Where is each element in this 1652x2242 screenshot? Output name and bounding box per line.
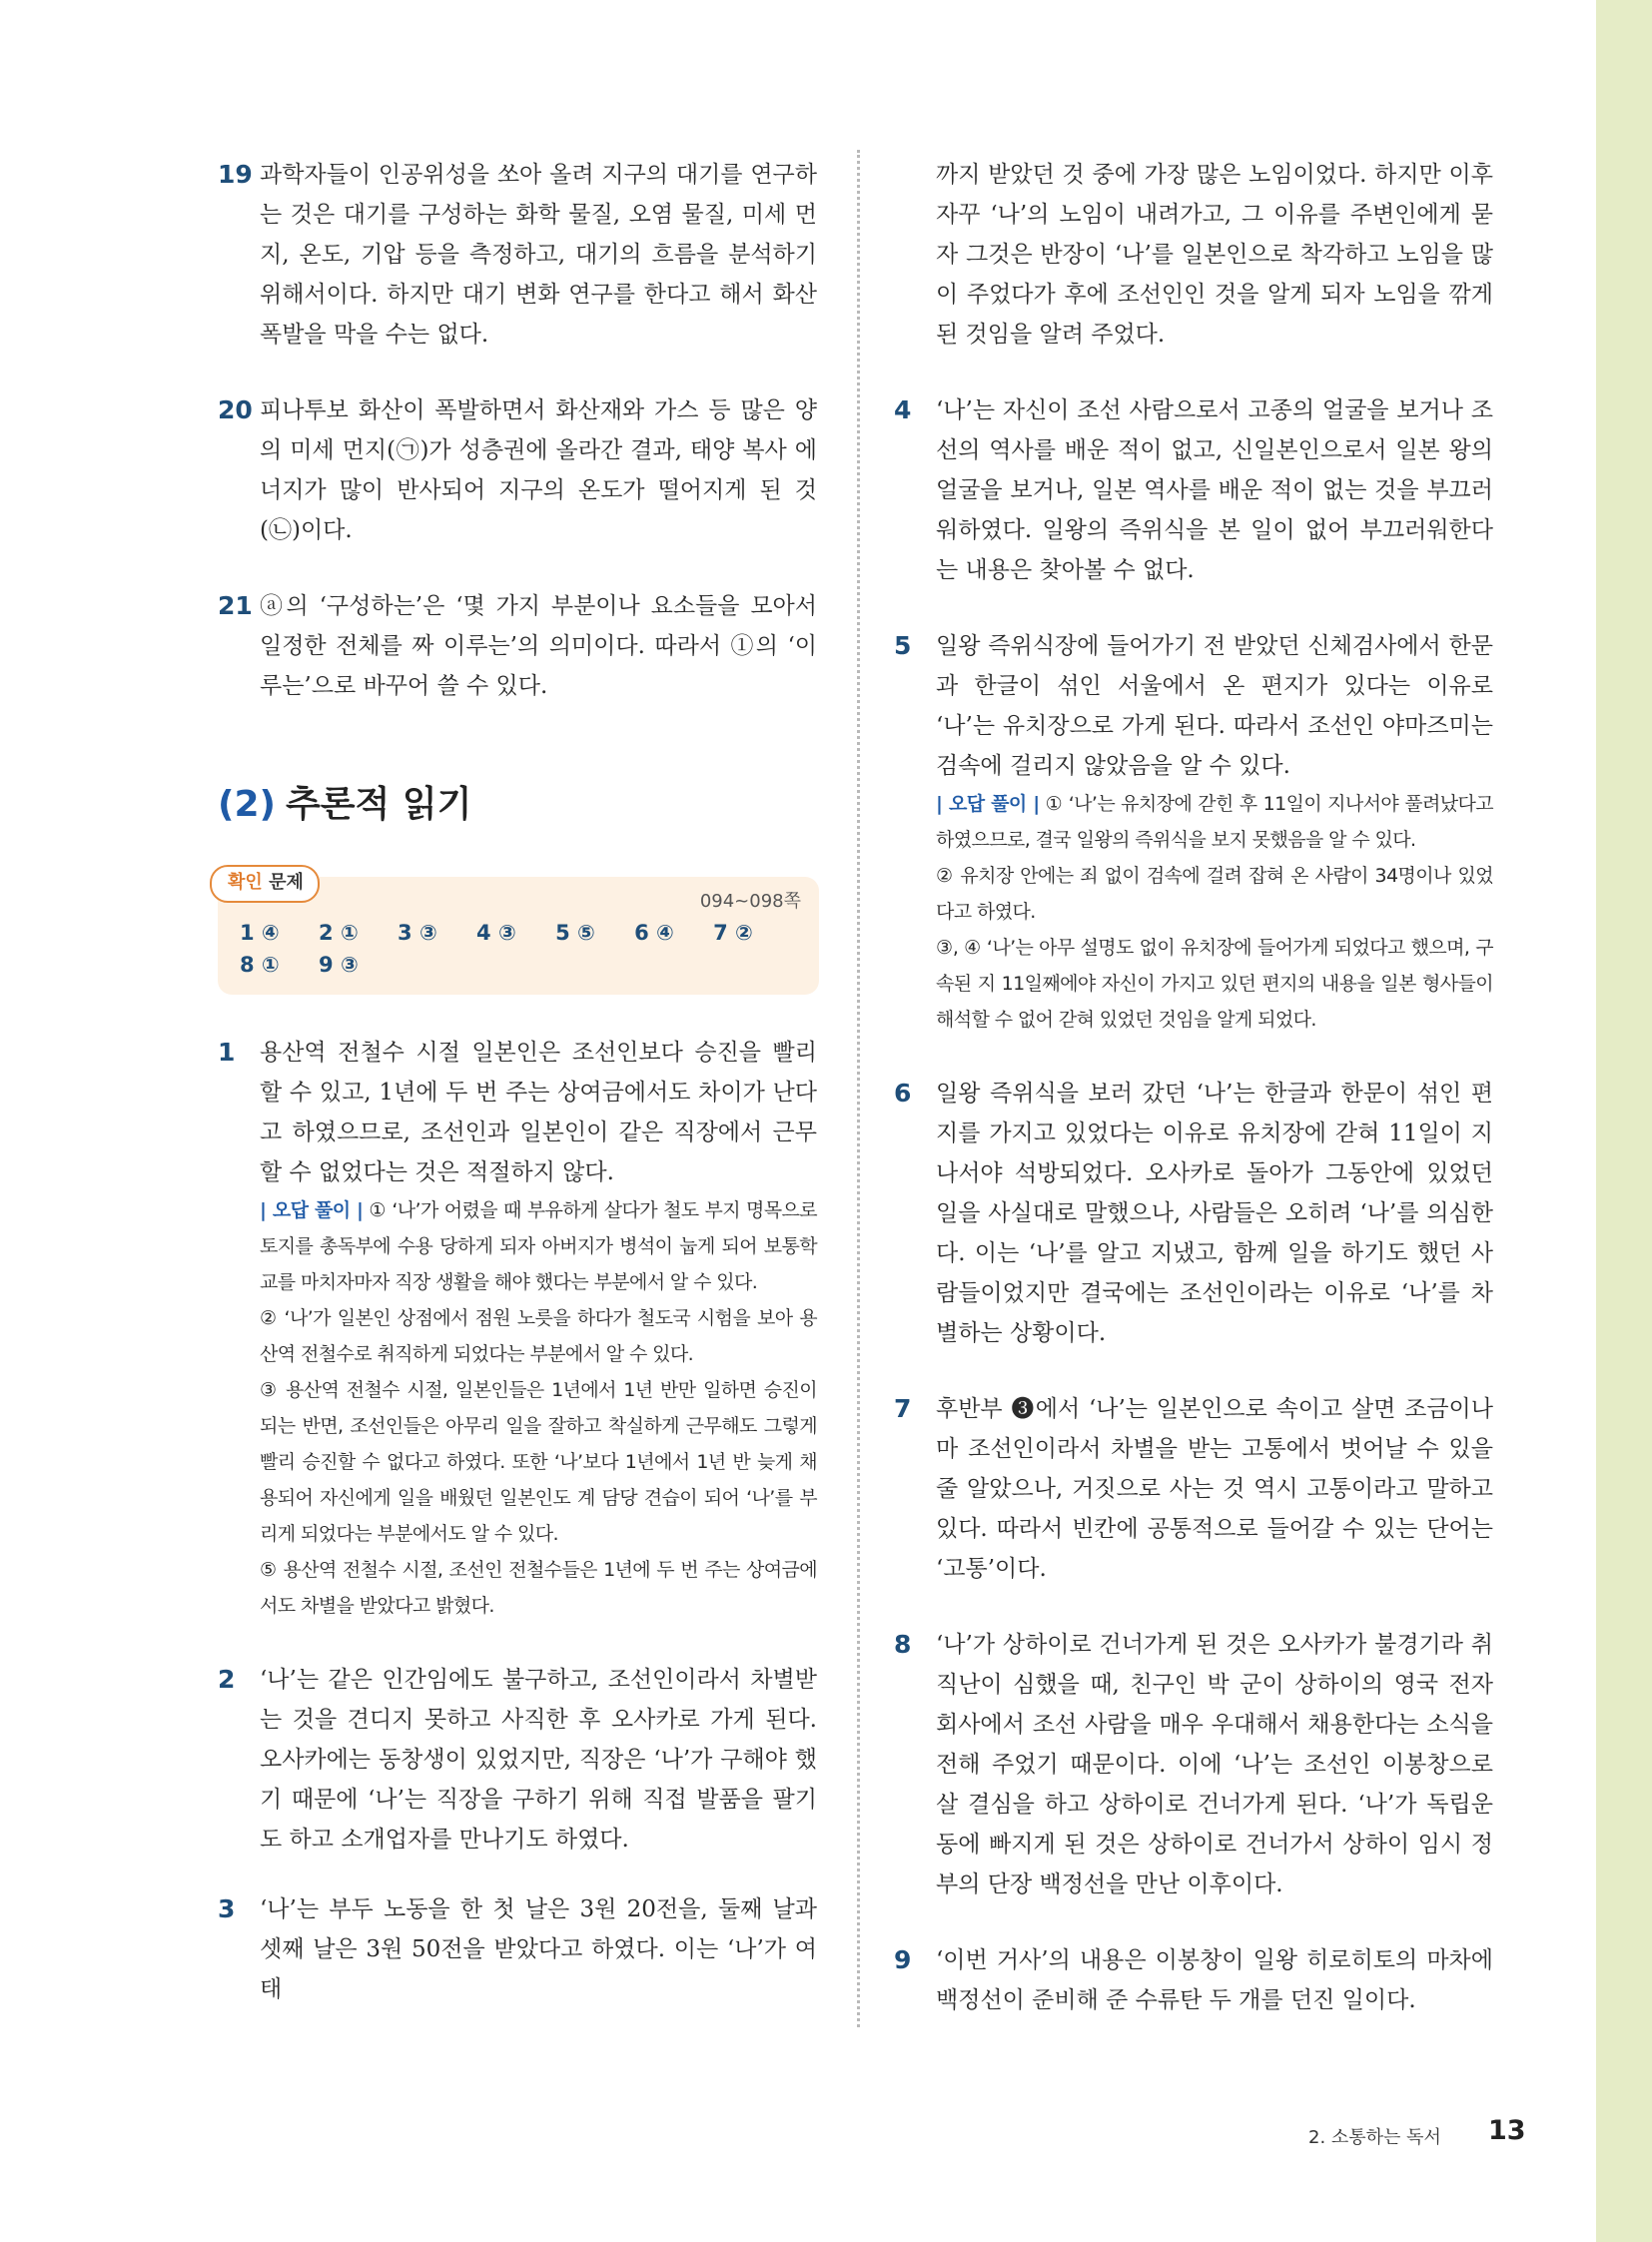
explanation-3-continued xyxy=(894,155,1493,355)
answer-item: 7 ② xyxy=(713,921,753,945)
explanation-8 xyxy=(894,1625,1493,1904)
explanation-9 xyxy=(894,1940,1493,2020)
answer-item: 6 ④ xyxy=(634,921,674,945)
answer-item: 8 ① xyxy=(240,953,280,977)
item-text: ‘나’는 같은 인간임에도 불구하고, 조선인이라서 차별받는 것을 견디지 못하고 사직한 후 오사카로 가게 된다. 오사카에는 동창생이 있었지만, 직장은 ‘나’가 구해야 했기 때문에 ‘나’는 직장을 구하기 위해 직접 발품을 팔기도 하고 소개업자를 만나기도 하였다. xyxy=(260,1667,817,1853)
explanation-4 xyxy=(894,390,1493,590)
item-number: 21 xyxy=(218,591,253,620)
item-text: ‘나’는 부두 노동을 한 첫 날은 3원 20전을, 둘째 날과 셋째 날은 3원 50전을 받았다고 하였다. 이는 ‘나’가 여태 xyxy=(260,1896,817,2002)
item-number: 7 xyxy=(894,1394,912,1423)
note-line: ② ‘나’가 일본인 상점에서 점원 노릇을 하다가 철도국 시험을 보아 용산역 전철수로 취직하게 되었다는 부분에서 알 수 있다. xyxy=(260,1307,817,1365)
check-answers-box xyxy=(218,872,819,995)
check-badge xyxy=(210,865,320,903)
side-color-strip xyxy=(1596,0,1652,2242)
note-text: ① ‘나’는 유치장에 갇힌 후 11일이 지나서야 풀려났다고 하였으므로, 결국 일왕의 즉위식을 보지 못했음을 알 수 있다. xyxy=(936,793,1493,851)
item-text: 용산역 전철수 시절 일본인은 조선인보다 승진을 빨리 할 수 있고, 1년에 두 번 주는 상여금에서도 차이가 난다고 하였으므로, 조선인과 일본인이 같은 직장에서 근무할 수 없었다는 것은 적절하지 않다. xyxy=(260,1040,817,1185)
answer-item: 3 ③ xyxy=(398,921,437,945)
note-line: ② 유치장 안에는 죄 없이 검속에 걸려 잡혀 온 사람이 34명이나 있었다고 하였다. xyxy=(936,865,1493,923)
explanation-7 xyxy=(894,1389,1493,1589)
answer-item: 4 ③ xyxy=(476,921,516,945)
check-badge-label-a: 확인 xyxy=(228,872,263,893)
answer-list xyxy=(240,917,809,981)
item-number: 5 xyxy=(894,631,912,660)
explanation-21 xyxy=(218,586,817,706)
item-number: 4 xyxy=(894,395,912,424)
item-number: 3 xyxy=(218,1894,236,1923)
check-page-range: 094~098쪽 xyxy=(699,891,801,912)
explanation-2 xyxy=(218,1660,817,1860)
column-divider xyxy=(857,150,860,2027)
item-text: 피나투보 화산이 폭발하면서 화산재와 가스 등 많은 양의 미세 먼지(㉠)가 성층권에 올라간 결과, 태양 복사 에너지가 많이 반사되어 지구의 온도가 떨어지게 된 것(㉡)이다. xyxy=(260,397,817,543)
note-text: ① ‘나’가 어렸을 때 부유하게 살다가 철도 부지 명목으로 토지를 총독부에 수용 당하게 되자 아버지가 병석이 눕게 되어 보통학교를 마치자마자 직장 생활을 해야 했다는 부분에서 알 수 있다. xyxy=(260,1199,817,1293)
chapter-footer: 2. 소통하는 독서 xyxy=(1308,2127,1441,2148)
item-text: 일왕 즉위식을 보러 갔던 ‘나’는 한글과 한문이 섞인 편지를 가지고 있었다는 이유로 유치장에 갇혀 11일이 지나서야 석방되었다. 오사카로 돌아가 그동안에 있었던 일을 사실대로 말했으나, 사람들은 오히려 ‘나’를 의심한다. 이는 ‘나’를 알고 지냈고, 함께 일을 하기도 했던 사람들이었지만 결국에는 조선인이라는 이유로 ‘나’를 차별하는 상황이다. xyxy=(936,1081,1493,1346)
note-line: ⑤ 용산역 전철수 시절, 조선인 전철수들은 1년에 두 번 주는 상여금에서도 차별을 받았다고 밝혔다. xyxy=(260,1559,817,1617)
item-number: 2 xyxy=(218,1665,236,1694)
item-number: 8 xyxy=(894,1630,912,1659)
item-text: ‘나’가 상하이로 건너가게 된 것은 오사카가 불경기라 취직난이 심했을 때, 친구인 박 군이 상하이의 영국 전자 회사에서 조선 사람을 매우 우대해서 채용한다는 소식을 전해 주었기 때문이다. 이에 ‘나’는 조선인 이봉창으로 살 결심을 하고 상하이로 건너가게 된다. ‘나’가 독립운동에 빠지게 된 것은 상하이로 건너가서 상하이 임시 정부의 단장 백정선을 만난 이후이다. xyxy=(936,1632,1493,1897)
item-text: ‘이번 거사’의 내용은 이봉창이 일왕 히로히토의 마차에 백정선이 준비해 준 수류탄 두 개를 던진 일이다. xyxy=(936,1947,1493,2013)
note-line xyxy=(936,786,1493,858)
section-number: (2) xyxy=(218,784,276,825)
answer-item: 9 ③ xyxy=(319,953,359,977)
page-number: 13 xyxy=(1488,2115,1526,2146)
item-text: ‘나’는 자신이 조선 사람으로서 고종의 얼굴을 보거나 조선의 역사를 배운 적이 없고, 신일본인으로서 일본 왕의 얼굴을 보거나, 일본 역사를 배운 적이 없는 것을 부끄러워하였다. 일왕의 즉위식을 본 일이 없어 부끄러워한다는 내용은 찾아볼 수 없다. xyxy=(936,397,1493,583)
item-text: 일왕 즉위식장에 들어가기 전 받았던 신체검사에서 한문과 한글이 섞인 서울에서 온 편지가 있다는 이유로 ‘나’는 유치장으로 가게 된다. 따라서 조선인 야마즈미는 검속에 걸리지 않았음을 알 수 있다. xyxy=(936,633,1493,779)
explanation-6 xyxy=(894,1074,1493,1353)
item-number: 20 xyxy=(218,395,253,424)
section-heading xyxy=(218,776,817,827)
section-title-text: 추론적 읽기 xyxy=(285,784,472,825)
check-badge-label-b: 문제 xyxy=(269,872,304,893)
explanation-19 xyxy=(218,155,817,355)
explanation-1 xyxy=(218,1033,817,1624)
answer-item: 5 ⑤ xyxy=(555,921,595,945)
wrong-answer-notes xyxy=(260,1192,817,1624)
right-column xyxy=(894,155,1493,2020)
explanation-20 xyxy=(218,390,817,550)
explanation-5 xyxy=(894,626,1493,1038)
note-line: ③ 용산역 전철수 시절, 일본인들은 1년에서 1년 반만 일하면 승진이 되는 반면, 조선인들은 아무리 일을 잘하고 착실하게 근무해도 그렇게 빨리 승진할 수 없다고 하였다. 또한 ‘나’보다 1년에서 1년 반 늦게 채용되어 자신에게 일을 배웠던 일본인도 계 담당 견습이 되어 ‘나’를 부리게 되었다는 부분에서도 알 수 있다. xyxy=(260,1379,817,1545)
item-number: 9 xyxy=(894,1945,912,1974)
answer-item: 2 ① xyxy=(319,921,359,945)
item-number: 19 xyxy=(218,160,253,189)
wrong-answer-notes xyxy=(936,786,1493,1038)
item-text: ⓐ의 ‘구성하는’은 ‘몇 가지 부분이나 요소들을 모아서 일정한 전체를 짜 이루는’의 의미이다. 따라서 ①의 ‘이루는’으로 바꾸어 쓸 수 있다. xyxy=(260,593,817,699)
note-line: ③, ④ ‘나’는 아무 설명도 없이 유치장에 들어가게 되었다고 했으며, 구속된 지 11일째에야 자신이 가지고 있던 편지의 내용을 일본 형사들이 해석할 수 없어 갇혀 있었던 것임을 알게 되었다. xyxy=(936,937,1493,1031)
explanation-3 xyxy=(218,1889,817,2009)
item-number: 6 xyxy=(894,1079,912,1108)
answer-item: 1 ④ xyxy=(240,921,280,945)
wrong-answer-tag: | 오답 풀이 | xyxy=(936,793,1040,815)
wrong-answer-tag: | 오답 풀이 | xyxy=(260,1199,364,1221)
item-text: 후반부 ❸에서 ‘나’는 일본인으로 속이고 살면 조금이나마 조선인이라서 차별을 받는 고통에서 벗어날 수 있을 줄 알았으나, 거짓으로 사는 것 역시 고통이라고 말하고 있다. 따라서 빈칸에 공통적으로 들어갈 수 있는 단어는 ‘고통’이다. xyxy=(936,1396,1493,1582)
item-text: 까지 받았던 것 중에 가장 많은 노임이었다. 하지만 이후 자꾸 ‘나’의 노임이 내려가고, 그 이유를 주변인에게 묻자 그것은 반장이 ‘나’를 일본인으로 착각하고 노임을 많이 주었다가 후에 조선인인 것을 알게 되자 노임을 깎게 된 것임을 알려 주었다. xyxy=(936,162,1493,348)
left-column xyxy=(218,155,817,2009)
item-text: 과학자들이 인공위성을 쏘아 올려 지구의 대기를 연구하는 것은 대기를 구성하는 화학 물질, 오염 물질, 미세 먼지, 온도, 기압 등을 측정하고, 대기의 흐름을 분석하기 위해서이다. 하지만 대기 변화 연구를 한다고 해서 화산 폭발을 막을 수는 없다. xyxy=(260,162,817,348)
note-line xyxy=(260,1192,817,1300)
item-number: 1 xyxy=(218,1038,236,1067)
